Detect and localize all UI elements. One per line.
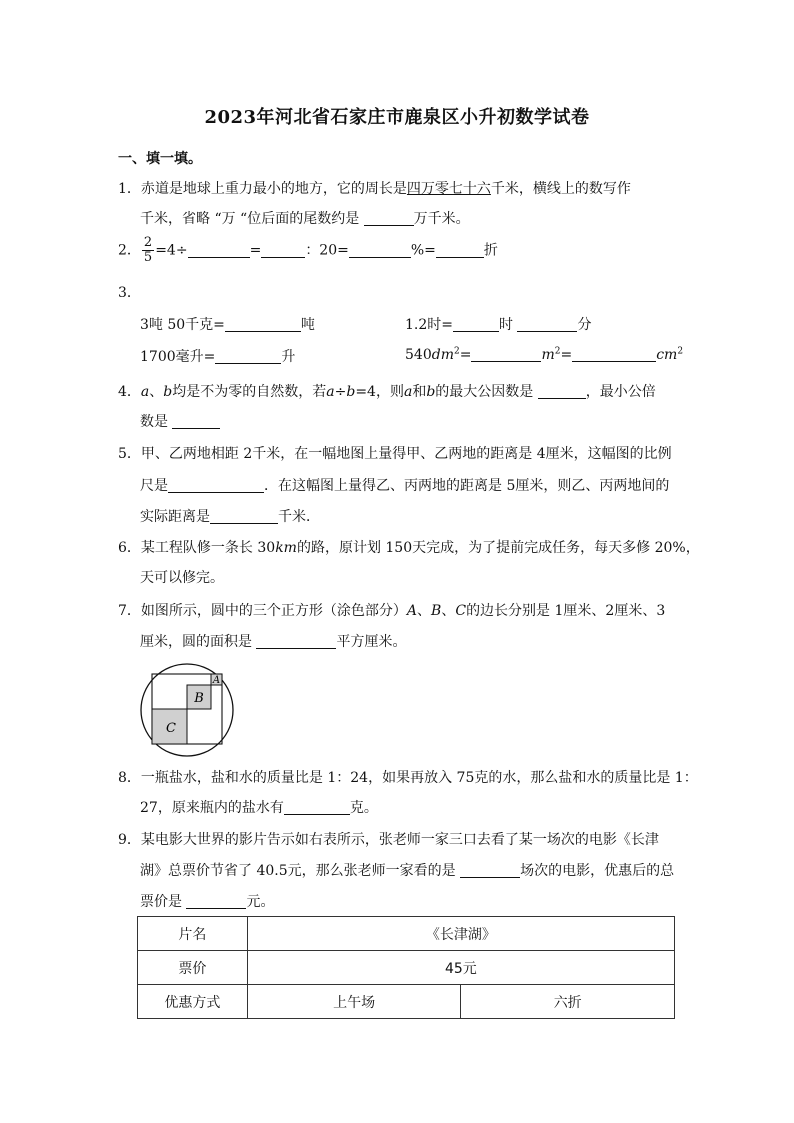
question-1-line-2: [140, 208, 710, 228]
q4-text: 和: [412, 384, 427, 400]
table-cell: 《长津湖》: [247, 917, 674, 951]
answer-blank[interactable]: [186, 893, 246, 909]
answer-blank[interactable]: [225, 316, 301, 332]
unit-m: m: [541, 347, 555, 363]
answer-blank[interactable]: [261, 242, 305, 258]
q6-text: 的路，原计划 150天完成，为了提前完成任务，每天多修 20%，: [296, 540, 700, 556]
q2-text: 折: [483, 242, 498, 259]
answer-blank[interactable]: [215, 348, 281, 364]
q9-text: 元。: [246, 894, 275, 910]
question-7-line-1: [118, 600, 688, 620]
q3-text: 3吨 50千克=: [140, 317, 225, 333]
question-8-line-2: [140, 797, 710, 817]
q9-text: 湖》总票价节省了 40.5元，那么张老师一家看的是: [140, 863, 456, 879]
question-number: 8．: [118, 770, 141, 786]
separator: 、: [149, 384, 164, 400]
q4-text: ，最小公倍: [585, 384, 656, 400]
q3-item-ml: [140, 346, 340, 366]
q6-text: 某工程队修一条长 30: [140, 540, 276, 556]
equals: =: [560, 347, 573, 363]
q3-text: 1700毫升=: [140, 349, 216, 365]
q2-text: =: [249, 242, 262, 259]
question-5-line-1: [118, 443, 688, 463]
variable-a: a: [403, 384, 413, 400]
q3-item-area: [405, 346, 685, 363]
q2-text: %=: [410, 242, 436, 259]
q7-text: 如图所示，圆中的三个正方形（涂色部分）: [140, 603, 407, 619]
fraction-numerator: 2: [143, 235, 153, 250]
question-number: 2．: [118, 242, 141, 259]
q8-text: 克。: [349, 800, 378, 816]
movie-ticket-table: [137, 916, 675, 1019]
question-6-line-1: [118, 537, 700, 557]
q2-text: ：20=: [305, 242, 349, 259]
q4-text: 数是: [140, 414, 168, 430]
answer-blank[interactable]: [572, 346, 656, 362]
section-heading: 一、填一填。: [118, 151, 202, 167]
table-row: [138, 985, 675, 1019]
q9-text: 某电影大世界的影片告示如右表所示，张老师一家三口去看了某一场次的电影《长津: [140, 832, 659, 848]
question-8-line-1: [118, 767, 698, 787]
q5-text: ．在这幅图上量得乙、丙两地的距离是 5厘米，则乙、丙两地间的: [264, 478, 670, 494]
q1-text: 赤道是地球上重力最小的地方，它的周长是: [140, 181, 407, 197]
q1-text-c: 千米，省略 “万 “位后面的尾数约是: [140, 211, 360, 227]
question-7-line-2: [140, 631, 710, 651]
q3-value: 540: [405, 347, 432, 363]
q3-text: 1.2时=: [405, 317, 453, 333]
answer-blank[interactable]: [538, 383, 586, 399]
answer-blank[interactable]: [364, 210, 414, 226]
answer-blank[interactable]: [453, 316, 499, 332]
label-a: A: [406, 603, 418, 619]
answer-blank[interactable]: [436, 242, 484, 258]
q3-item-hours: [405, 314, 655, 334]
answer-blank[interactable]: [172, 413, 220, 429]
q4-text: 均是不为零的自然数，若: [172, 384, 327, 400]
answer-blank[interactable]: [168, 477, 264, 493]
square-c-label: C: [166, 721, 176, 736]
q3-unit: 升: [281, 349, 296, 365]
q5-text: 尺是: [140, 478, 168, 494]
unit-km: km: [275, 540, 297, 556]
label-b: B: [431, 603, 442, 619]
table-cell: 45元: [247, 951, 674, 985]
question-9-line-3: [140, 891, 710, 911]
question-5-line-3: [140, 506, 710, 526]
q8-text: 27，原来瓶内的盐水有: [140, 800, 284, 816]
q5-text: 实际距离是: [140, 509, 210, 525]
variable-b: b: [346, 384, 356, 400]
variable-b: b: [163, 384, 173, 400]
q2-text: =4÷: [155, 242, 188, 259]
fraction-denominator: 5: [143, 250, 153, 265]
question-4-line-2: [140, 411, 710, 431]
table-cell: 六折: [461, 985, 675, 1019]
separator: 、: [417, 603, 432, 619]
q3-item-tons: [140, 314, 340, 334]
question-number: 5．: [118, 446, 141, 462]
variable-b: b: [426, 384, 436, 400]
variable-a: a: [140, 384, 150, 400]
q8-text: 一瓶盐水，盐和水的质量比是 1：24，如果再放入 75克的水，那么盐和水的质量比是 1：: [140, 770, 698, 786]
question-number: 6．: [118, 540, 141, 556]
q7-text: 的边长分别是 1厘米、2厘米、3: [466, 603, 666, 619]
label-c: C: [455, 603, 467, 619]
answer-blank[interactable]: [284, 799, 350, 815]
question-4-line-1: [118, 381, 688, 401]
answer-blank[interactable]: [210, 508, 278, 524]
q7-text: 平方厘米。: [336, 634, 407, 650]
table-row: [138, 917, 675, 951]
question-3: 3．: [118, 285, 141, 301]
q5-text: 甲、乙两地相距 2千米，在一幅地图上量得甲、乙两地的距离是 4厘米，这幅图的比例: [140, 446, 672, 462]
square-a-label: A: [212, 675, 221, 686]
q3-unit: 吨: [300, 317, 315, 333]
variable-a: a: [326, 384, 335, 400]
table-cell: 片名: [138, 917, 248, 951]
q5-text: 千米．: [278, 509, 320, 525]
table-row: [138, 951, 675, 985]
q9-text: 场次的电影，优惠后的总: [520, 863, 675, 879]
table-cell: 上午场: [247, 985, 461, 1019]
exam-title: 2023年河北省石家庄市鹿泉区小升初数学试卷: [204, 107, 590, 128]
question-5-line-2: [140, 475, 710, 495]
circle-squares-figure: [137, 663, 237, 757]
table-cell: 优惠方式: [138, 985, 248, 1019]
question-number: 1．: [118, 181, 141, 197]
question-6-line-2: 天可以修完。: [140, 570, 224, 586]
question-number: 7．: [118, 603, 141, 619]
q1-text-b: 千米，横线上的数写作: [490, 181, 631, 197]
table-cell: 票价: [138, 951, 248, 985]
answer-blank[interactable]: [471, 346, 541, 362]
answer-blank[interactable]: [188, 242, 250, 258]
square-b-label: B: [194, 691, 204, 706]
question-9-line-1: [118, 829, 688, 849]
q4-text: 的最大公因数是: [435, 384, 534, 400]
question-number: 4．: [118, 384, 141, 400]
answer-blank[interactable]: [460, 862, 520, 878]
equals: =: [459, 347, 472, 363]
q7-text: 厘米，圆的面积是: [140, 634, 252, 650]
answer-blank[interactable]: [349, 242, 411, 258]
exponent: 2: [453, 346, 460, 357]
fraction: [142, 236, 154, 265]
question-9-line-2: [140, 860, 710, 880]
q3-unit: 分: [577, 317, 592, 333]
q9-text: 票价是: [140, 894, 182, 910]
question-1-line-1: [118, 178, 688, 198]
question-2: [118, 236, 688, 265]
q1-text-d: 万千米。: [413, 211, 470, 227]
unit-dm: dm: [431, 347, 454, 363]
question-number: 9．: [118, 832, 141, 848]
exponent: 2: [554, 346, 561, 357]
underlined-number: 四万零七十六: [406, 181, 491, 197]
exponent: 2: [677, 346, 684, 357]
separator: 、: [441, 603, 456, 619]
q3-unit: 时: [499, 317, 513, 333]
unit-cm: cm: [656, 347, 678, 363]
answer-blank[interactable]: [256, 633, 336, 649]
answer-blank[interactable]: [517, 316, 577, 332]
q4-text: ÷: [334, 384, 347, 400]
q4-text: =4，则: [355, 384, 404, 400]
